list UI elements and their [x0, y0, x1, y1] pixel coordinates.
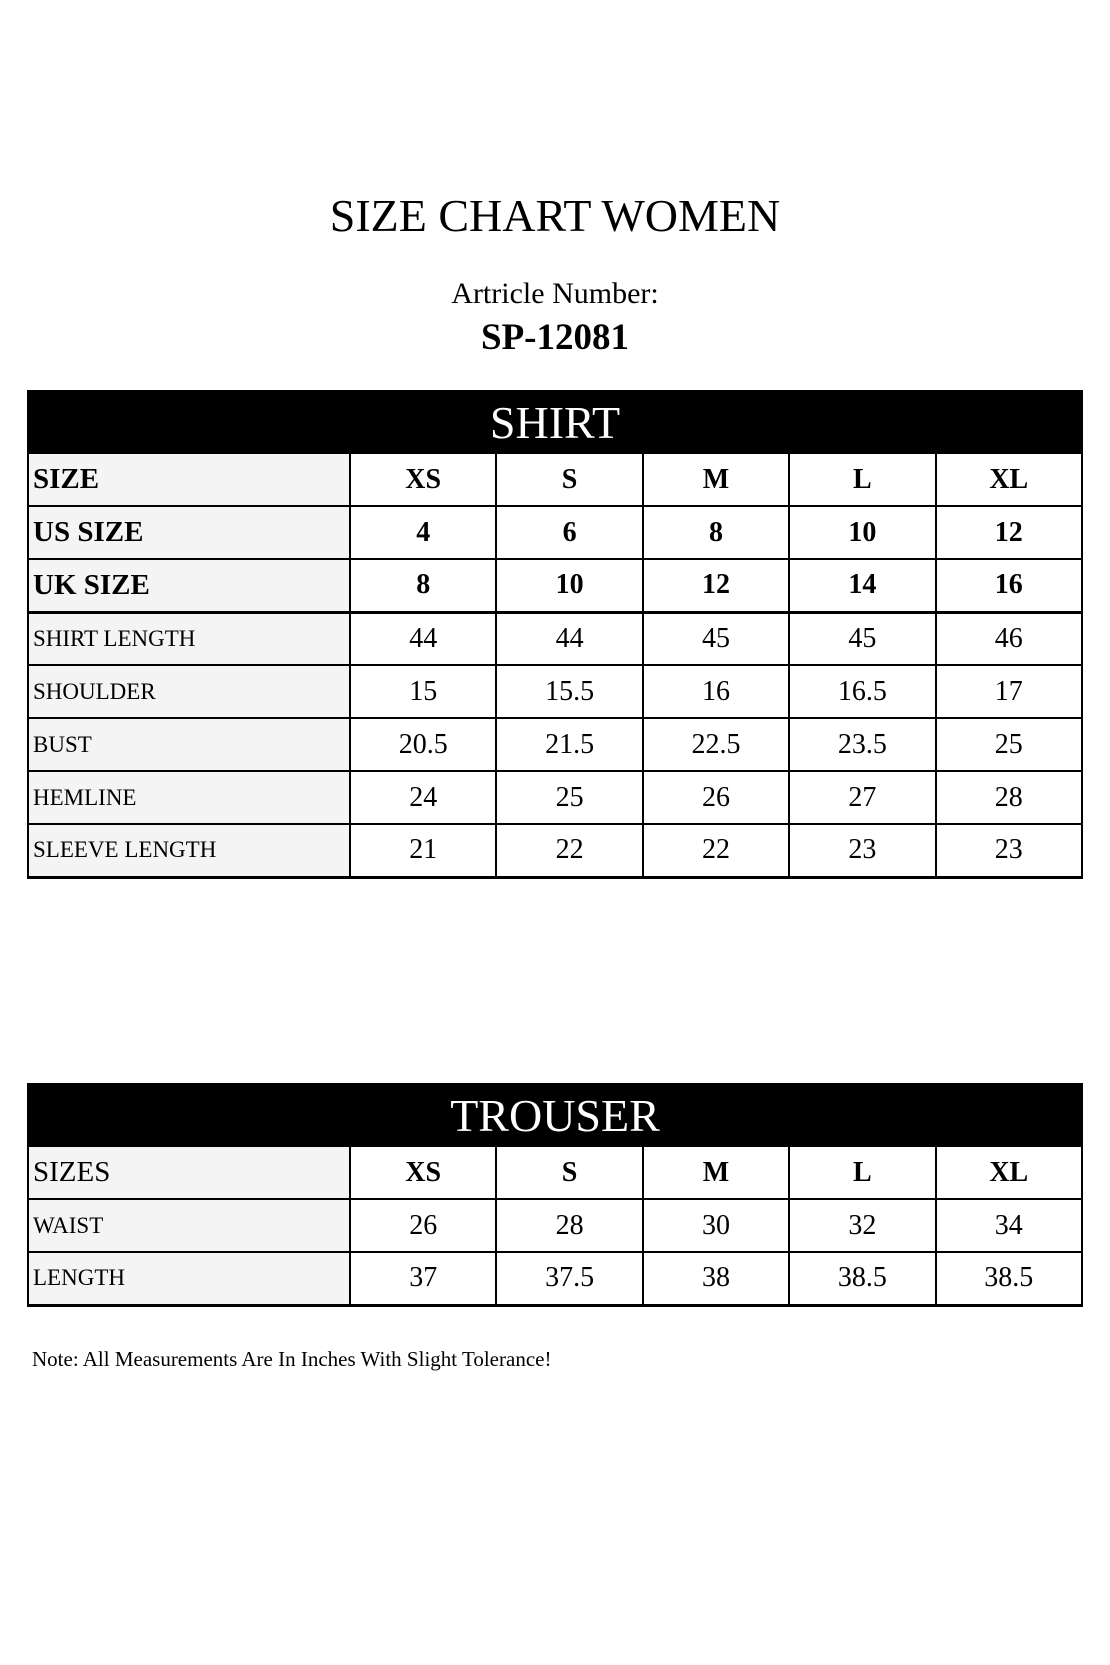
measurement-cell: 21.5: [496, 718, 642, 771]
uk-size-cell: 14: [789, 559, 935, 612]
shirt-size-row: [28, 453, 1082, 506]
size-header-cell: XS: [350, 453, 496, 506]
us-size-cell: 10: [789, 506, 935, 559]
measurement-cell: 24: [350, 771, 496, 824]
measurement-cell: 38.5: [936, 1252, 1082, 1305]
measurement-cell: 45: [789, 612, 935, 665]
size-header-cell: S: [496, 1146, 642, 1199]
size-header-cell: XL: [936, 453, 1082, 506]
us-size-label: US SIZE: [28, 506, 350, 559]
measurement-row-bust: [28, 718, 1082, 771]
uk-size-cell: 10: [496, 559, 642, 612]
measurement-label: SHOULDER: [28, 665, 350, 718]
measurement-cell: 25: [936, 718, 1082, 771]
measurement-cell: 26: [643, 771, 789, 824]
measurement-cell: 28: [496, 1199, 642, 1252]
shirt-section-header: [28, 391, 1082, 453]
size-header-cell: M: [643, 453, 789, 506]
measurement-row-shoulder: [28, 665, 1082, 718]
uk-size-cell: 12: [643, 559, 789, 612]
measurement-cell: 22.5: [643, 718, 789, 771]
measurement-cell: 30: [643, 1199, 789, 1252]
measurement-cell: 23.5: [789, 718, 935, 771]
shirt-section-title: SHIRT: [28, 391, 1082, 453]
measurement-label: WAIST: [28, 1199, 350, 1252]
measurement-cell: 32: [789, 1199, 935, 1252]
us-size-row: [28, 506, 1082, 559]
measurement-label: LENGTH: [28, 1252, 350, 1305]
trouser-section-title: TROUSER: [28, 1084, 1082, 1146]
measurement-cell: 16: [643, 665, 789, 718]
measurement-label: SLEEVE LENGTH: [28, 824, 350, 877]
measurement-row-sleeve-length: [28, 824, 1082, 877]
size-header-cell: S: [496, 453, 642, 506]
measurement-cell: 25: [496, 771, 642, 824]
measurement-cell: 28: [936, 771, 1082, 824]
measurement-label: SHIRT LENGTH: [28, 612, 350, 665]
measurement-cell: 37: [350, 1252, 496, 1305]
us-size-cell: 6: [496, 506, 642, 559]
measurement-cell: 22: [496, 824, 642, 877]
size-header-cell: M: [643, 1146, 789, 1199]
measurement-cell: 46: [936, 612, 1082, 665]
measurement-label: HEMLINE: [28, 771, 350, 824]
measurement-cell: 38.5: [789, 1252, 935, 1305]
measurement-cell: 37.5: [496, 1252, 642, 1305]
measurement-cell: 23: [789, 824, 935, 877]
us-size-cell: 12: [936, 506, 1082, 559]
us-size-cell: 4: [350, 506, 496, 559]
article-number-label: Artricle Number:: [451, 277, 659, 310]
uk-size-cell: 8: [350, 559, 496, 612]
measurement-cell: 44: [496, 612, 642, 665]
uk-size-row: [28, 559, 1082, 612]
measurement-cell: 38: [643, 1252, 789, 1305]
shirt-size-table: [27, 390, 1083, 879]
sizes-label: SIZES: [28, 1146, 350, 1199]
measurement-note: Note: All Measurements Are In Inches With Slight Tolerance!: [32, 1347, 552, 1371]
measurement-cell: 21: [350, 824, 496, 877]
uk-size-cell: 16: [936, 559, 1082, 612]
measurement-row-hemline: [28, 771, 1082, 824]
measurement-cell: 15.5: [496, 665, 642, 718]
measurement-cell: 15: [350, 665, 496, 718]
size-label: SIZE: [28, 453, 350, 506]
trouser-section-header: [28, 1084, 1082, 1146]
page-title: SIZE CHART WOMEN: [329, 190, 781, 241]
trouser-size-table: [27, 1083, 1083, 1307]
measurement-row-waist: [28, 1199, 1082, 1252]
article-number: SP-12081: [481, 317, 629, 358]
measurement-cell: 26: [350, 1199, 496, 1252]
size-header-cell: L: [789, 1146, 935, 1199]
us-size-cell: 8: [643, 506, 789, 559]
measurement-cell: 34: [936, 1199, 1082, 1252]
measurement-cell: 16.5: [789, 665, 935, 718]
measurement-cell: 27: [789, 771, 935, 824]
measurement-row-shirt-length: [28, 612, 1082, 665]
measurement-cell: 44: [350, 612, 496, 665]
measurement-cell: 23: [936, 824, 1082, 877]
measurement-cell: 22: [643, 824, 789, 877]
measurement-cell: 17: [936, 665, 1082, 718]
measurement-cell: 45: [643, 612, 789, 665]
trouser-size-row: [28, 1146, 1082, 1199]
measurement-label: BUST: [28, 718, 350, 771]
measurement-cell: 20.5: [350, 718, 496, 771]
size-header-cell: XL: [936, 1146, 1082, 1199]
measurement-row-length: [28, 1252, 1082, 1305]
size-header-cell: L: [789, 453, 935, 506]
uk-size-label: UK SIZE: [28, 559, 350, 612]
size-header-cell: XS: [350, 1146, 496, 1199]
